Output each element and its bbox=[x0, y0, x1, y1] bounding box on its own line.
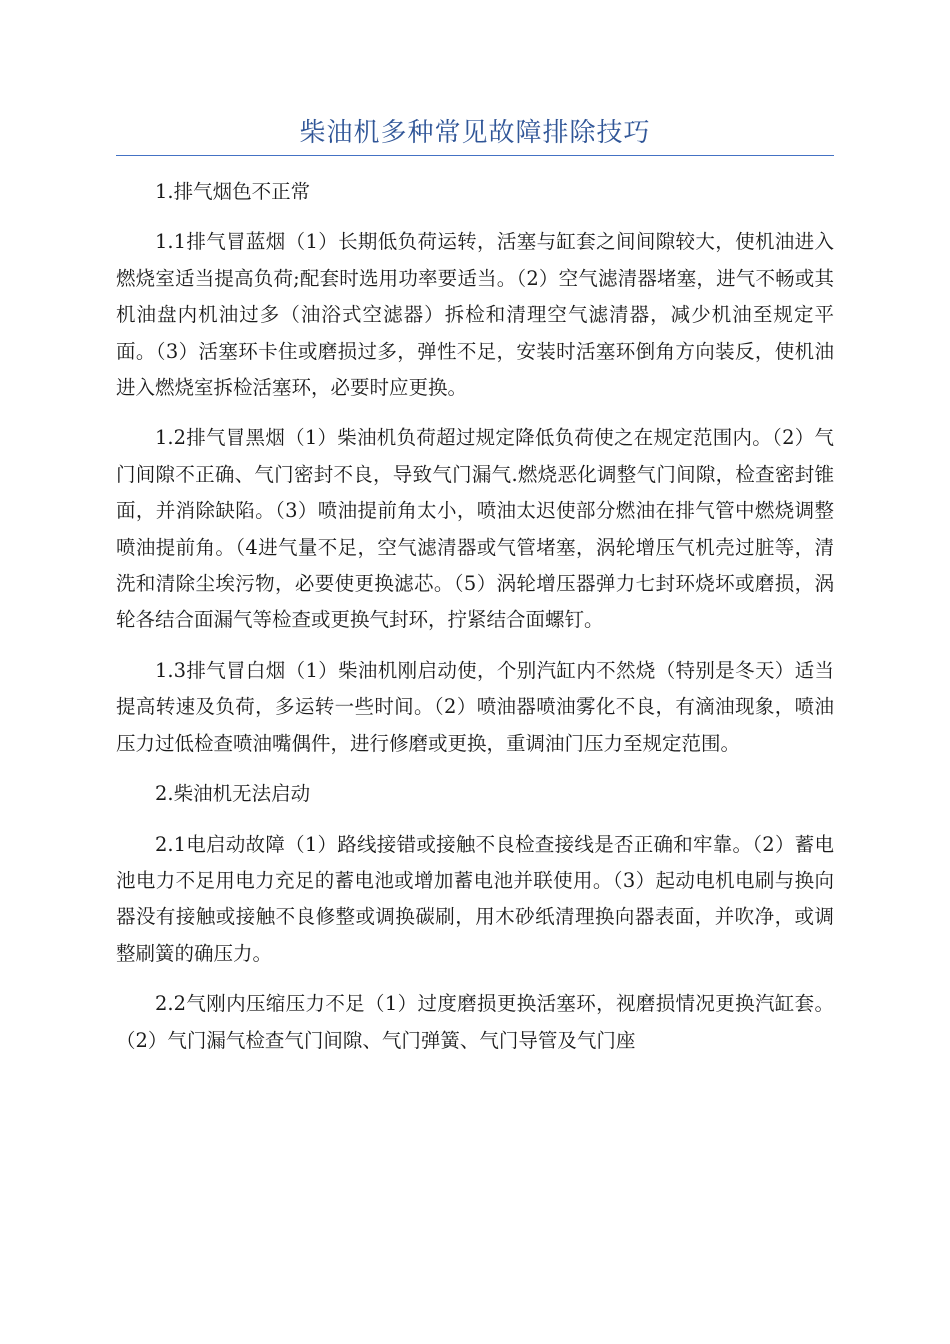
section-heading-no-start: 2.柴油机无法启动 bbox=[155, 782, 311, 806]
paragraph-black-smoke: 1.2排气冒黑烟（1）柴油机负荷超过规定降低负荷使之在规定范围内。（2）气门间隙不正确、气门密封不良，导致气门漏气.燃烧恶化调整气门间隙，检查密封锥面，并消除缺陷。（3）喷油提前角太小，喷油太迟使部分燃油在排气管中燃烧调整喷油提前角。（4进气量不足，空气滤清器或气管堵塞，涡轮增压气机壳过脏等，清洗和清除尘埃污物，必要使更换滤芯。（5）涡轮增压器弹力七封环烧坏或磨损，涡轮各结合面漏气等检查或更换气封环，拧紧结合面螺钉。 bbox=[116, 426, 834, 632]
document-body bbox=[116, 174, 834, 1073]
section-heading-exhaust-smoke: 1.排气烟色不正常 bbox=[155, 180, 311, 203]
paragraph-blue-smoke: 1.1排气冒蓝烟（1）长期低负荷运转，活塞与缸套之间间隙较大，使机油进入燃烧室适当提高负荷;配套时选用功率要适当。（2）空气滤清器堵塞，进气不畅或其机油盘内机油过多（油浴式空滤器）拆检和清理空气滤清器，减少机油至规定平面。（3）活塞环卡住或磨损过多，弹性不足，安装时活塞环倒角方向装反，使机油进入燃烧室拆检活塞环，必要时应更换。 bbox=[116, 230, 834, 400]
paragraph-compression-pressure: 2.2气刚内压缩压力不足（1）过度磨损更换活塞环，视磨损情况更换汽缸套。（2）气门漏气检查气门间隙、气门弹簧、气门导管及气门座 bbox=[116, 992, 834, 1052]
title-underline bbox=[116, 155, 834, 156]
document-title: 柴油机多种常见故障排除技巧 bbox=[299, 118, 651, 148]
paragraph-electric-start-fault: 2.1电启动故障（1）路线接错或接触不良检查接线是否正确和牢靠。（2）蓄电池电力不足用电力充足的蓄电池或增加蓄电池并联使用。（3）起动电机电刷与换向器没有接触或接触不良修整或调换碳刷，用木砂纸清理换向器表面，并吹净，或调整刷簧的确压力。 bbox=[116, 832, 834, 965]
paragraph-white-smoke: 1.3排气冒白烟（1）柴油机刚启动使，个别汽缸内不然烧（特别是冬天）适当提高转速及负荷，多运转一些时间。（2）喷油器喷油雾化不良，有滴油现象，喷油压力过低检查喷油嘴偶件，进行修磨或更换，重调油门压力至规定范围。 bbox=[116, 658, 834, 755]
